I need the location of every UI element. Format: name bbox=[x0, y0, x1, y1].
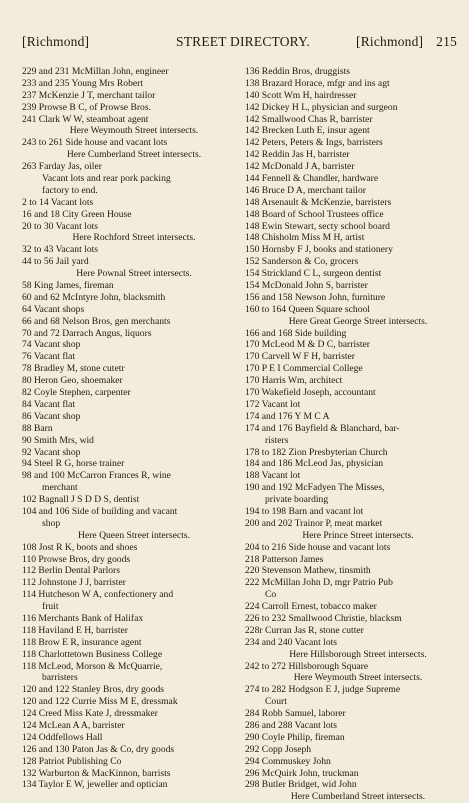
directory-entry: 296 McQuirk John, truckman bbox=[245, 767, 359, 779]
directory-entry: 241 Clark W W, steamboat agent bbox=[22, 113, 149, 125]
directory-entry: 112 Johnstone J J, barrister bbox=[22, 577, 126, 589]
directory-entry: 74 Vacant shop bbox=[22, 339, 81, 351]
directory-entry: 142 Reddin Jas H, barrister bbox=[245, 149, 350, 161]
directory-entry: 170 P E I Commercial College bbox=[245, 363, 363, 375]
directory-entry: 94 Steel R G, horse trainer bbox=[22, 458, 125, 470]
directory-entry: 184 and 186 McLeod Jas, physician bbox=[245, 458, 384, 470]
entry-continuation: merchant bbox=[42, 482, 78, 494]
directory-entry: 108 Jost R K, boots and shoes bbox=[22, 541, 138, 553]
directory-entry: 190 and 192 McFadyen The Misses, bbox=[245, 482, 385, 494]
directory-entry: 84 Vacant flat bbox=[22, 398, 76, 410]
directory-entry: 142 McDonald J A, barrister bbox=[245, 161, 355, 173]
directory-entry: 142 Dickey H L, physician and surgeon bbox=[245, 101, 398, 113]
directory-entry: 286 and 288 Vacant lots bbox=[245, 719, 338, 731]
left-column bbox=[22, 66, 242, 791]
directory-entry: 126 and 130 Paton Jas & Co, dry goods bbox=[22, 743, 175, 755]
directory-entry: 172 Vacant lot bbox=[245, 398, 301, 410]
street-intersection-heading: Here Prince Street intersects. bbox=[302, 529, 414, 541]
directory-entry: 124 Creed Miss Kate J, dressmaker bbox=[22, 708, 158, 720]
directory-entry: 120 and 122 Stanley Bros, dry goods bbox=[22, 684, 165, 696]
directory-entry: 146 Bruce D A, merchant tailor bbox=[245, 184, 366, 196]
directory-entry: 148 Ewin Stewart, secty school board bbox=[245, 220, 390, 232]
directory-entry: 128 Patriot Publishing Co bbox=[22, 755, 122, 767]
directory-entry: 298 Butler Bridget, wid John bbox=[245, 779, 357, 791]
directory-entry: 166 and 168 Side building bbox=[245, 327, 347, 339]
directory-entry: 170 Harris Wm, architect bbox=[245, 375, 343, 387]
street-intersection-heading: Here Pownal Street intersects. bbox=[76, 268, 192, 280]
directory-entry: 170 McLeod M & D C, barrister bbox=[245, 339, 370, 351]
directory-entry: 118 McLeod, Morson & McQuarrie, bbox=[22, 660, 163, 672]
directory-entry: 194 to 198 Barn and vacant lot bbox=[245, 505, 364, 517]
directory-entry: 64 Vacant shops bbox=[22, 303, 85, 315]
directory-entry: 92 Vacant shop bbox=[22, 446, 81, 458]
directory-entry: 242 to 272 Hillsborough Square bbox=[245, 660, 369, 672]
entry-continuation: barristers bbox=[42, 672, 78, 684]
directory-entry: 102 Bagnall J S D D S, dentist bbox=[22, 494, 140, 506]
directory-entry: 90 Smith Mrs, wid bbox=[22, 434, 94, 446]
street-intersection-heading: Here Queen Street intersects. bbox=[78, 529, 190, 541]
directory-entry: 170 Wakefield Joseph, accountant bbox=[245, 387, 376, 399]
directory-entry: 140 Scott Wm H, hairdresser bbox=[245, 89, 357, 101]
directory-entry: 20 to 30 Vacant lots bbox=[22, 220, 99, 232]
directory-entry: 80 Heron Geo, shoemaker bbox=[22, 375, 123, 387]
directory-entry: 148 Chisholm Miss M H, artist bbox=[245, 232, 365, 244]
entry-continuation: Vacant lots and rear pork packing bbox=[42, 173, 171, 185]
directory-entry: 178 to 182 Zion Presbyterian Church bbox=[245, 446, 388, 458]
header-left-city: [Richmond] bbox=[22, 34, 90, 49]
directory-entry: 170 Carvell W F H, barrister bbox=[245, 351, 355, 363]
directory-entry: 82 Coyle Stephen, carpenter bbox=[22, 387, 131, 399]
directory-entry: 124 Oddfellows Hall bbox=[22, 731, 103, 743]
directory-entry: 160 to 164 Queen Square school bbox=[245, 303, 370, 315]
directory-entry: 134 Taylor E W, jeweller and optician bbox=[22, 779, 168, 791]
directory-entry: 154 Strickland C L, surgeon dentist bbox=[245, 268, 382, 280]
page-header bbox=[16, 34, 457, 52]
directory-entry: 112 Berlin Dental Parlors bbox=[22, 565, 120, 577]
entry-continuation: Court bbox=[265, 696, 287, 708]
directory-entry: 226 to 232 Smallwood Christie, blacksm bbox=[245, 612, 402, 624]
directory-entry: 200 and 202 Trainor P, meat market bbox=[245, 517, 383, 529]
directory-entry: 120 and 122 Currie Miss M E, dressmak bbox=[22, 696, 178, 708]
directory-entry: 218 Patterson James bbox=[245, 553, 324, 565]
directory-entry: 32 to 43 Vacant lots bbox=[22, 244, 99, 256]
directory-entry: 150 Hornsby F J, books and stationery bbox=[245, 244, 393, 256]
entry-continuation: shop bbox=[42, 517, 61, 529]
directory-entry: 98 and 100 McCarron Frances R, wine bbox=[22, 470, 171, 482]
directory-entry: 148 Board of School Trustees office bbox=[245, 208, 384, 220]
street-intersection-heading: Here Cumberland Street intersects. bbox=[66, 149, 202, 161]
directory-entry: 284 Robb Samuel, laborer bbox=[245, 708, 346, 720]
directory-entry: 243 to 261 Side house and vacant lots bbox=[22, 137, 168, 149]
directory-entry: 292 Copp Joseph bbox=[245, 743, 312, 755]
directory-entry: 229 and 231 McMillan John, engineer bbox=[22, 66, 169, 77]
directory-entry: 58 King James, fireman bbox=[22, 280, 114, 292]
directory-entry: 294 Commuskey John bbox=[245, 755, 331, 767]
directory-entry: 154 McDonald John S, barrister bbox=[245, 280, 368, 292]
directory-entry: 60 and 62 McIntyre John, blacksmith bbox=[22, 291, 166, 303]
page-number: 215 bbox=[436, 34, 457, 49]
directory-entry: 174 and 176 Bayfield & Blanchard, bar- bbox=[245, 422, 400, 434]
street-intersection-heading: Here Weymouth Street intersects. bbox=[293, 672, 423, 684]
directory-entry: 16 and 18 City Green House bbox=[22, 208, 132, 220]
directory-entry: 132 Warburton & MacKinnon, barrists bbox=[22, 767, 171, 779]
directory-entry: 152 Sanderson & Co, grocers bbox=[245, 256, 359, 268]
directory-entry: 110 Prowse Bros, dry goods bbox=[22, 553, 131, 565]
directory-entry: 290 Coyle Philip, fireman bbox=[245, 731, 345, 743]
directory-entry: 233 and 235 Young Mrs Robert bbox=[22, 77, 143, 89]
entry-continuation: Co bbox=[265, 589, 277, 601]
header-right-city: [Richmond] bbox=[356, 34, 424, 49]
directory-entry: 114 Hutcheson W A, confectionery and bbox=[22, 589, 174, 601]
entry-continuation: risters bbox=[265, 434, 289, 446]
directory-entry: 144 Fennell & Chandler, hardware bbox=[245, 173, 379, 185]
directory-entry: 188 Vacant lot bbox=[245, 470, 301, 482]
street-intersection-heading: Here Hillsborough Street intersects. bbox=[289, 648, 427, 660]
street-intersection-heading: Here Cumberland Street intersects. bbox=[290, 791, 426, 803]
street-intersection-heading: Here Rochford Street intersects. bbox=[72, 232, 196, 244]
directory-entry: 234 and 240 Vacant lots bbox=[245, 636, 338, 648]
right-column bbox=[245, 66, 467, 803]
directory-entry: 148 Arsenault & McKenzie, barristers bbox=[245, 196, 392, 208]
directory-entry: 222 McMillan John D, mgr Patrio Pub bbox=[245, 577, 393, 589]
header-title: STREET DIRECTORY. bbox=[176, 34, 310, 49]
directory-entry: 78 Bradley M, stone cutetr bbox=[22, 363, 125, 375]
directory-entry: 142 Brecken Luth E, insur agent bbox=[245, 125, 370, 137]
directory-entry: 2 to 14 Vacant lots bbox=[22, 196, 94, 208]
street-intersection-heading: Here Weymouth Street intersects. bbox=[69, 125, 199, 137]
directory-entry: 86 Vacant shop bbox=[22, 410, 81, 422]
directory-entry: 116 Merchants Bank of Halifax bbox=[22, 612, 144, 624]
directory-entry: 88 Barn bbox=[22, 422, 53, 434]
street-intersection-heading: Here Great George Street intersects. bbox=[288, 315, 428, 327]
directory-entry: 66 and 68 Nelson Bros, gen merchants bbox=[22, 315, 171, 327]
directory-entry: 274 to 282 Hodgson E J, judge Supreme bbox=[245, 684, 401, 696]
directory-entry: 156 and 158 Newson John, furniture bbox=[245, 291, 386, 303]
directory-entry: 174 and 176 Y M C A bbox=[245, 410, 330, 422]
entry-continuation: factory to end. bbox=[42, 184, 98, 196]
directory-entry: 124 McLean A A, barrister bbox=[22, 719, 125, 731]
directory-entry: 44 to 56 Jail yard bbox=[22, 256, 89, 268]
directory-entry: 142 Smallwood Chas R, barrister bbox=[245, 113, 373, 125]
directory-entry: 70 and 72 Darrach Angus, liquors bbox=[22, 327, 152, 339]
directory-entry: 237 McKenzie J T, merchant tailor bbox=[22, 89, 156, 101]
directory-entry: 142 Peters, Peters & Ings, barristers bbox=[245, 137, 383, 149]
entry-continuation: fruit bbox=[42, 601, 59, 613]
directory-entry: 228r Curran Jas R, stone cutter bbox=[245, 624, 364, 636]
entry-continuation: private boarding bbox=[265, 494, 329, 506]
directory-entry: 138 Brazard Horace, mfgr and ins agt bbox=[245, 77, 390, 89]
directory-entry: 224 Carroll Ernest, tobacco maker bbox=[245, 601, 377, 613]
directory-entry: 263 Farday Jas, oiler bbox=[22, 161, 102, 173]
directory-entry: 220 Stevenson Mathew, tinsmith bbox=[245, 565, 371, 577]
directory-entry: 118 Charlottetown Business College bbox=[22, 648, 163, 660]
directory-entry: 239 Prowse B C, of Prowse Bros. bbox=[22, 101, 151, 113]
directory-entry: 118 Brow E R, insurance agent bbox=[22, 636, 142, 648]
directory-entry: 118 Haviland E H, barrister bbox=[22, 624, 128, 636]
directory-entry: 136 Reddin Bros, druggists bbox=[245, 66, 351, 77]
directory-entry: 104 and 106 Side of building and vacant bbox=[22, 505, 178, 517]
directory-entry: 76 Vacant flat bbox=[22, 351, 76, 363]
directory-entry: 204 to 216 Side house and vacant lots bbox=[245, 541, 391, 553]
